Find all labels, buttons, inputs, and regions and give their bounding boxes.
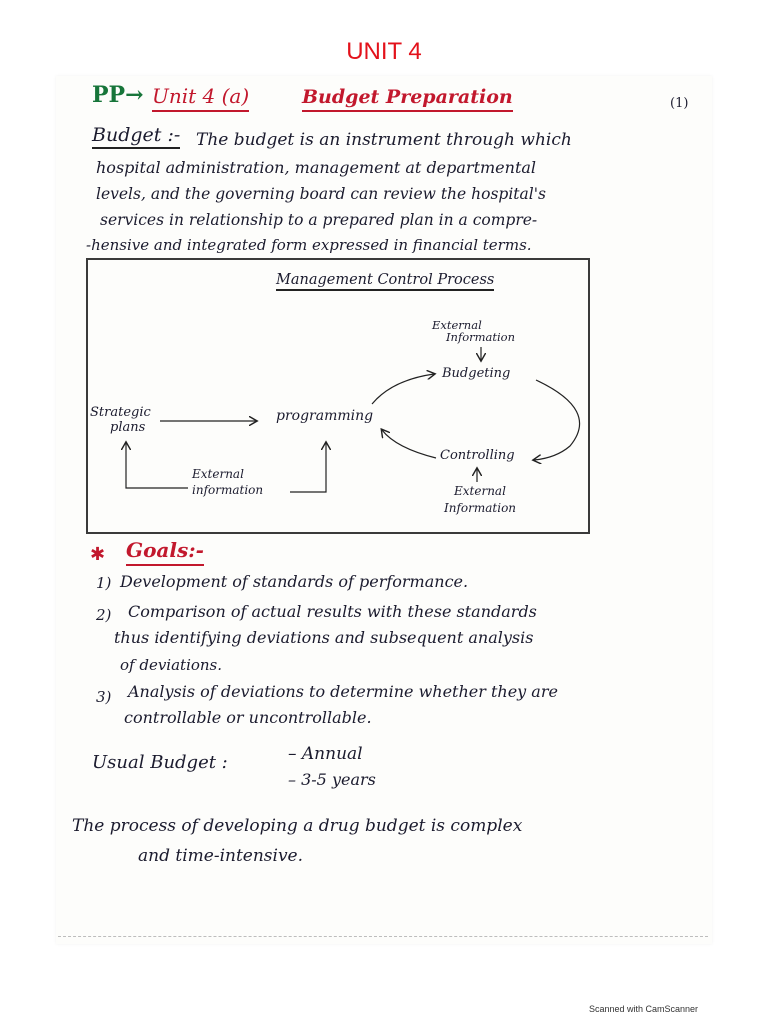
budget-def-line-1: The budget is an instrument through which [196,130,572,150]
node-ext-info-top-2: Information [446,330,516,344]
node-programming: programming [276,408,374,424]
goal-1-line-1: Development of standards of performance. [120,572,469,591]
page-number: (1) [670,96,689,111]
goal-2-number: 2) [96,606,112,624]
goal-1-number: 1) [96,574,112,592]
usual-budget-option-1: – Annual [288,744,363,764]
closing-line-2: and time-intensive. [138,846,304,866]
usual-budget-label: Usual Budget : [92,752,228,773]
header-prefix: PP→ [92,82,144,108]
node-ext-info-top-1: External [432,318,482,332]
goal-3-line-2: controllable or uncontrollable. [124,708,372,727]
budget-term: Budget :- [92,124,180,149]
budget-def-line-4: services in relationship to a prepared plan in a compre- [100,211,538,229]
node-strategic-plans-1: Strategic [90,405,151,420]
node-strategic-plans-2: plans [110,420,146,435]
header-title: Budget Preparation [302,86,513,112]
goal-3-number: 3) [96,688,112,706]
node-budgeting: Budgeting [442,366,511,381]
goal-2-line-1: Comparison of actual results with these standards [128,602,537,621]
closing-line-1: The process of developing a drug budget is complex [72,816,523,836]
node-ext-info-bottom-right-1: External [454,484,506,498]
budget-def-line-5: -hensive and integrated form expressed in financial terms. [86,236,532,254]
node-ext-info-bottom-left-1: External [192,467,244,481]
goal-2-line-3: of deviations. [120,656,223,674]
unit-title: UNIT 4 [346,38,422,65]
header-unit: Unit 4 (a) [152,84,249,112]
management-control-process-diagram [86,258,590,534]
node-controlling: Controlling [440,448,515,463]
budget-def-line-2: hospital administration, management at departmental [96,158,537,177]
goal-2-line-2: thus identifying deviations and subsequent analysis [114,628,534,647]
budget-def-line-3: levels, and the governing board can review the hospital's [96,185,546,203]
goals-heading: Goals:- [126,538,204,566]
node-ext-info-bottom-left-2: information [192,483,264,497]
scanner-watermark: Scanned with CamScanner [588,1004,698,1014]
goals-star-icon: ✱ [90,544,106,565]
goal-3-line-1: Analysis of deviations to determine whether they are [128,682,558,701]
page-bottom-edge [58,936,708,937]
diagram-title: Management Control Process [276,272,494,291]
node-ext-info-bottom-right-2: Information [444,501,517,515]
usual-budget-option-2: – 3-5 years [288,770,376,789]
